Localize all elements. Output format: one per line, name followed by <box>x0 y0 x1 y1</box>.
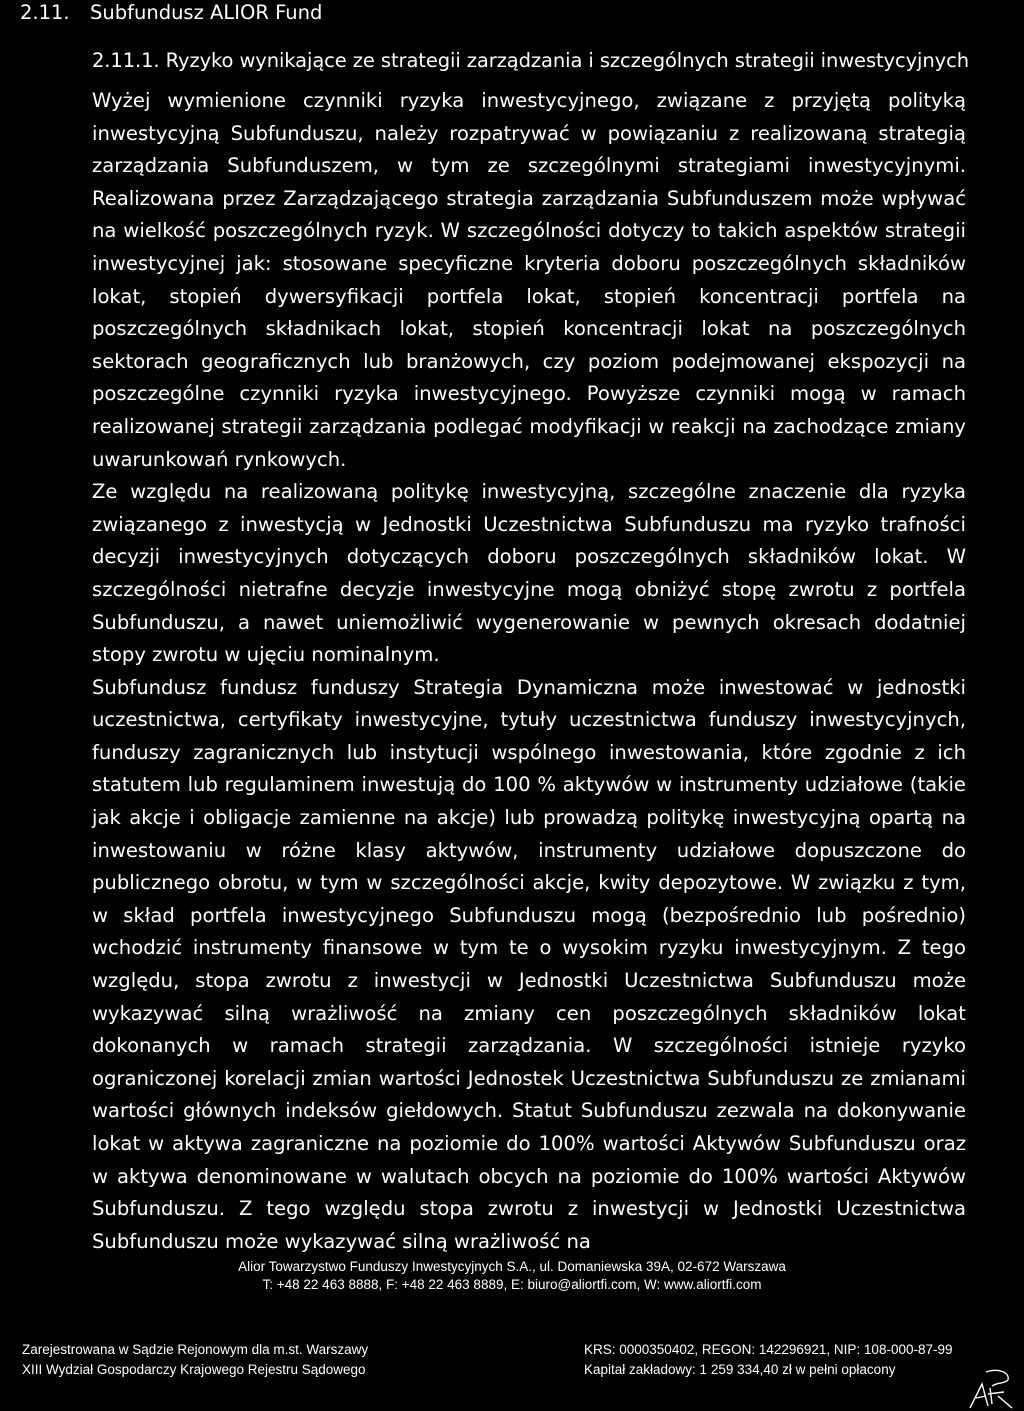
section-number: 2.11. <box>20 1 70 24</box>
footer-registry-line-1: Zarejestrowana w Sądzie Rejonowym dla m.st. Warszawy <box>22 1342 369 1357</box>
paragraph-1: Wyżej wymienione czynniki ryzyka inwestycyjnego, związane z przyjętą polityką inwestycyjną Subfunduszu, należy rozpatrywać w powiązaniu z realizowaną strategią zarządzania Subfunduszem, w tym ze szczególnymi strategiami inwestycyjnymi. Realizowana przez Zarządzającego strategia zarządzania Subfunduszem może wpływać na wielkość poszczególnych ryzyk. W szczególności dotyczy to takich aspektów strategii inwestycyjnej jak: stosowane specyficzne kryteria doboru poszczególnych składników lokat, stopień dywersyfikacji portfela lokat, stopień koncentracji portfela na poszczególnych składnikach lokat, stopień koncentracji lokat na poszczególnych sektorach geograficznych lub branżowych, czy poziom podejmowanej ekspozycji na poszczególne czynniki ryzyka inwestycyjnego. Powyższe czynniki mogą w ramach realizowanej strategii zarządzania podlegać modyfikacji w reakcji na zachodzące zmiany uwarunkowań rynkowych. <box>92 89 966 471</box>
footer-contact-line: T: +48 22 463 8888, F: +48 22 463 8889, E: biuro@aliortfi.com, W: www.aliortfi.com <box>262 1277 762 1292</box>
footer-registry <box>22 1340 368 1380</box>
footer-company-line: Alior Towarzystwo Funduszy Inwestycyjnych S.A., ul. Domaniewska 39A, 02-672 Warszawa <box>238 1259 786 1274</box>
subsection-heading: 2.11.1. Ryzyko wynikające ze strategii zarządzania i szczególnych strategii inwestycyjnych <box>92 49 969 72</box>
body-text <box>92 85 966 1258</box>
footer-registry-line-2: XIII Wydział Gospodarczy Krajowego Rejestru Sądowego <box>22 1362 366 1377</box>
footer-company-ids <box>584 1340 953 1380</box>
footer-capital-line: Kapitał zakładowy: 1 259 334,40 zł w pełni opłacony <box>584 1362 896 1377</box>
handwritten-initials-icon <box>958 1366 1018 1411</box>
paragraph-3: Subfundusz fundusz funduszy Strategia Dynamiczna może inwestować w jednostki uczestnictwa, certyfikaty inwestycyjne, tytuły uczestnictwa funduszy inwestycyjnych, funduszy zagranicznych lub instytucji wspólnego inwestowania, które zgodnie z ich statutem lub regulaminem inwestują do 100 % aktywów w instrumenty udziałowe (takie jak akcje i obligacje zamienne na akcje) lub prowadzą politykę inwestycyjną opartą na inwestowaniu w różne klasy aktywów, instrumenty udziałowe dopuszczone do publicznego obrotu, w tym w szczególności akcje, kwity depozytowe. W związku z tym, w skład portfela inwestycyjnego Subfunduszu mogą (bezpośrednio lub pośrednio) wchodzić instrumenty finansowe w tym te o wysokim ryzyku inwestycyjnym. Z tego względu, stopa zwrotu z inwestycji w Jednostki Uczestnictwa Subfunduszu może wykazywać silną wrażliwość na zmiany cen poszczególnych składników lokat dokonanych w ramach strategii zarządzania. W szczególności istnieje ryzyko ograniczonej korelacji zmian wartości Jednostek Uczestnictwa Subfunduszu ze zmianami wartości głównych indeksów giełdowych. Statut Subfunduszu zezwala na dokonywanie lokat w aktywa zagraniczne na poziomie do 100% wartości Aktywów Subfunduszu oraz w aktywa denominowane w walutach obcych na poziomie do 100% wartości Aktywów Subfunduszu. Z tego względu stopa zwrotu z inwestycji w Jednostki Uczestnictwa Subfunduszu może wykazywać silną wrażliwość na <box>92 675 966 1253</box>
section-title: Subfundusz ALIOR Fund <box>90 1 323 24</box>
footer-company-info <box>0 1258 1024 1294</box>
paragraph-2: Ze względu na realizowaną politykę inwestycyjną, szczególne znaczenie dla ryzyka związanego z inwestycją w Jednostki Uczestnictwa Subfunduszu ma ryzyko trafności decyzji inwestycyjnych dotyczących doboru poszczególnych składników lokat. W szczególności nietrafne decyzje inwestycyjne mogą obniżyć stopę zwrotu z portfela Subfunduszu, a nawet uniemożliwić wygenerowanie w pewnych okresach dodatniej stopy zwrotu w ujęciu nominalnym. <box>92 480 966 667</box>
section-heading <box>20 1 322 24</box>
footer-ids-line: KRS: 0000350402, REGON: 142296921, NIP: 108-000-87-99 <box>584 1342 953 1357</box>
